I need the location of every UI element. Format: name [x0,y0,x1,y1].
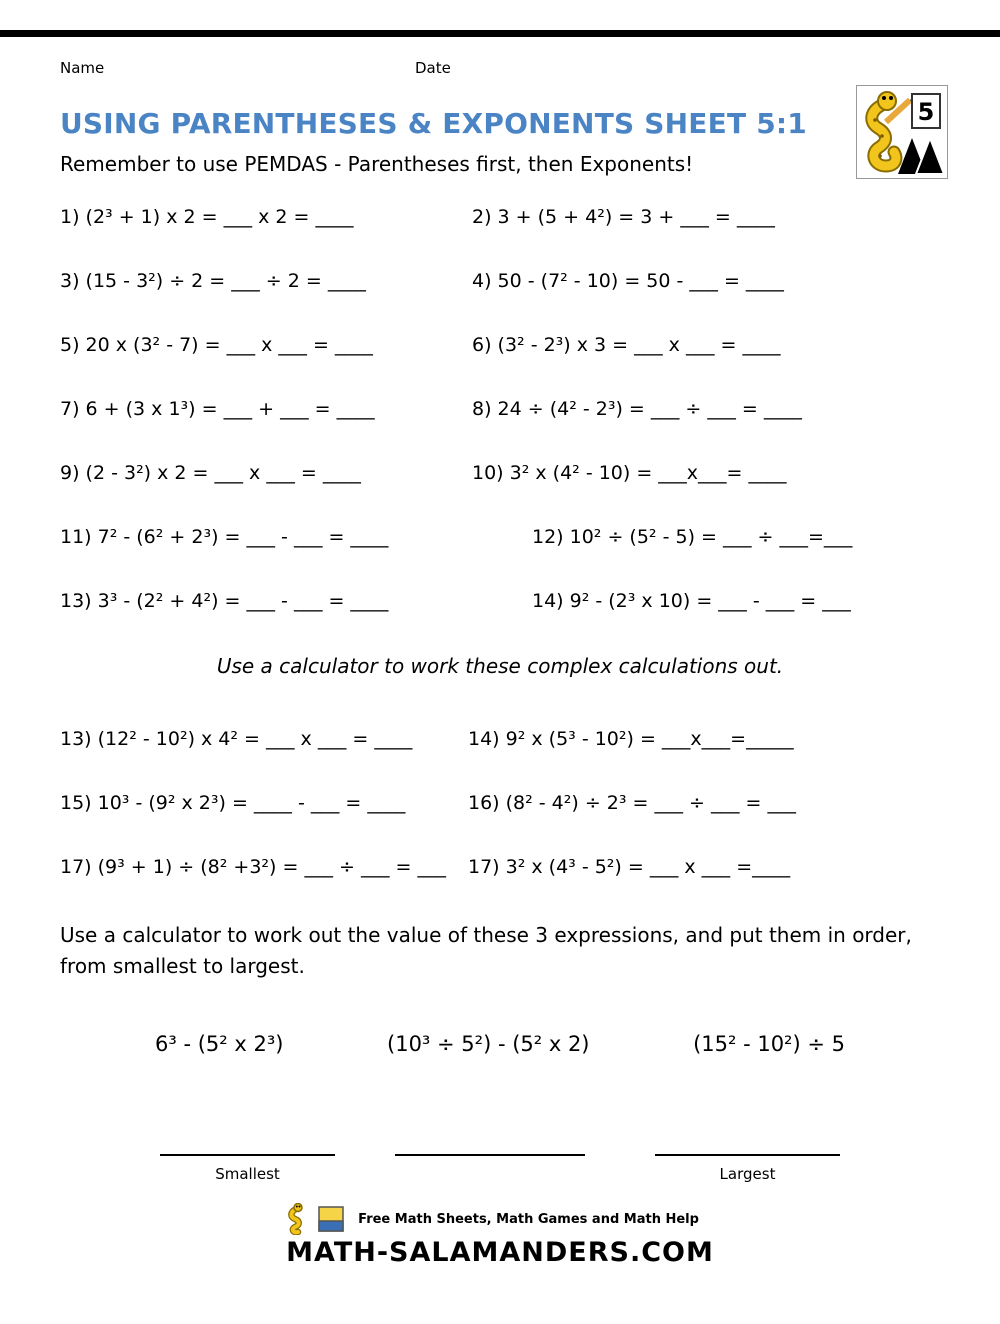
grade-number: 5 [917,98,935,126]
problem-text: 15) 10³ - (9² x 2³) = ____ - ___ = ____ [60,792,406,814]
answer-column-middle [395,1144,585,1183]
problem-text: 6) (3² - 2³) x 3 = ___ x ___ = ____ [472,334,781,356]
problem-text: 3) (15 - 3²) ÷ 2 = ___ ÷ 2 = ____ [60,270,366,292]
problem-text: 10) 3² x (4² - 10) = ___x___= ____ [472,462,787,484]
largest-label: Largest [719,1165,776,1183]
answer-blank [160,1144,335,1156]
page-title: USING PARENTHESES & EXPONENTS SHEET 5:1 [60,107,807,140]
name-label: Name [60,59,105,77]
ordering-instruction: Use a calculator to work out the value of these 3 expressions, and put them in order, from smallest to largest. [60,923,912,978]
problem-text: 7) 6 + (3 x 1³) = ___ + ___ = ____ [60,398,375,420]
ordering-answer-area [160,1144,1000,1183]
calculator-note: Use a calculator to work these complex calculations out. [216,654,784,678]
footer-brand-icons [286,1203,344,1235]
problem-text: 14) 9² x (5³ - 10²) = ___x___=_____ [468,728,794,750]
footer-site-name: MATH-SALAMANDERS.COM [286,1237,714,1268]
problem-row [0,398,1000,426]
answer-blank [395,1144,585,1156]
problem-text: 13) (12² - 10²) x 4² = ___ x ___ = ____ [60,728,413,750]
salamander-mini-icon [286,1203,314,1235]
problem-text: 12) 10² ÷ (5² - 5) = ___ ÷ ___=___ [532,526,853,548]
problem-row [0,206,1000,234]
smallest-label: Smallest [215,1165,280,1183]
expressions-row [155,1032,845,1056]
problem-text: 17) (9³ + 1) ÷ (8² +3²) = ___ ÷ ___ = ___ [60,856,446,878]
footer-brand-top [286,1203,714,1235]
expression: (15² - 10²) ÷ 5 [693,1032,845,1056]
problem-row [0,728,1000,756]
problem-text: 17) 3² x (4³ - 5²) = ___ x ___ =____ [468,856,791,878]
problem-text: 1) (2³ + 1) x 2 = ___ x 2 = ____ [60,206,354,228]
problem-text: 5) 20 x (3² - 7) = ___ x ___ = ____ [60,334,373,356]
salamander-logo-icon [860,88,944,176]
problem-text: 8) 24 ÷ (4² - 2³) = ___ ÷ ___ = ____ [472,398,802,420]
problem-row [0,856,1000,884]
expression: 6³ - (5² x 2³) [155,1032,284,1056]
problem-row [0,590,1000,618]
answer-column-largest [655,1144,840,1183]
math-salamanders-logo [856,85,948,179]
problems-section-2 [0,728,1000,884]
problem-row [0,792,1000,820]
footer-brand [286,1203,714,1268]
problem-row [0,270,1000,298]
answer-column-smallest [160,1144,335,1183]
footer-tagline: Free Math Sheets, Math Games and Math Help [358,1211,699,1227]
answer-blank [655,1144,840,1156]
problem-text: 11) 7² - (6² + 2³) = ___ - ___ = ____ [60,526,389,548]
expression: (10³ ÷ 5²) - (5² x 2) [387,1032,590,1056]
problem-row [0,334,1000,362]
problem-row [0,462,1000,490]
problem-row [0,526,1000,554]
footer [0,1203,1000,1268]
problem-text: 4) 50 - (7² - 10) = 50 - ___ = ____ [472,270,784,292]
problems-section-1 [0,206,1000,618]
name-date-row [0,59,1000,81]
problem-text: 14) 9² - (2³ x 10) = ___ - ___ = ___ [532,590,851,612]
problem-text: 2) 3 + (5 + 4²) = 3 + ___ = ____ [472,206,775,228]
problem-text: 16) (8² - 4²) ÷ 2³ = ___ ÷ ___ = ___ [468,792,797,814]
stamp-icon [318,1206,344,1232]
top-divider-rule [0,30,1000,37]
subtitle: Remember to use PEMDAS - Parentheses first, then Exponents! [60,152,694,176]
problem-text: 9) (2 - 3²) x 2 = ___ x ___ = ____ [60,462,361,484]
date-label: Date [415,59,451,77]
problem-text: 13) 3³ - (2² + 4²) = ___ - ___ = ____ [60,590,389,612]
